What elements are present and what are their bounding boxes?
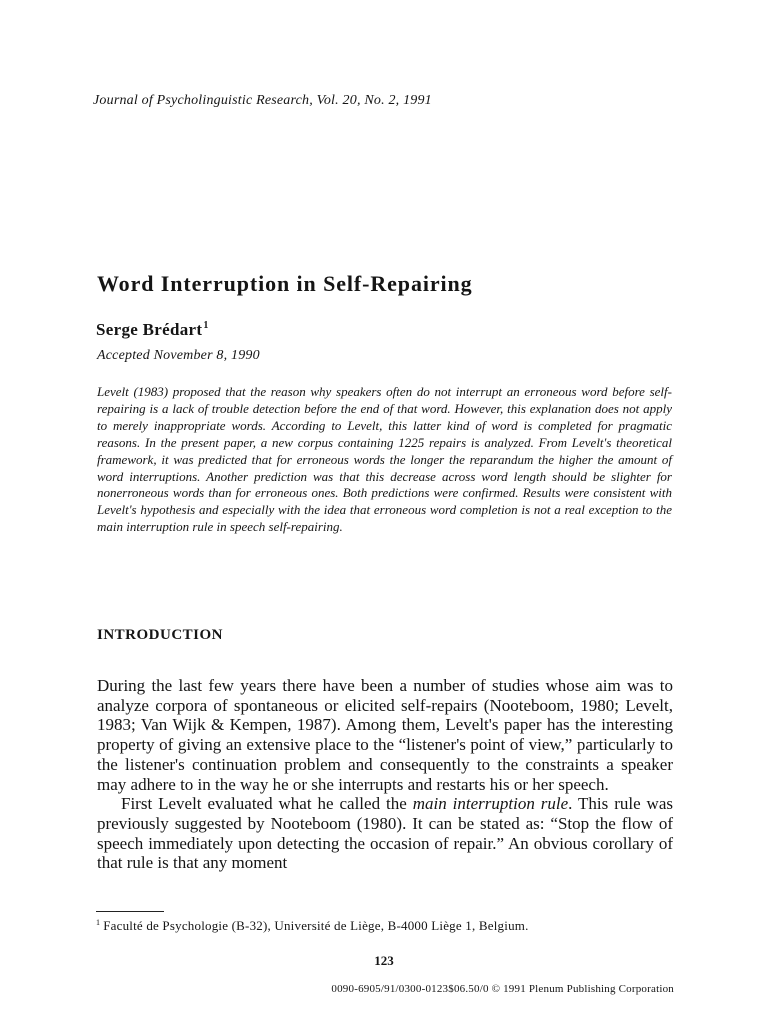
emphasized-term: main interruption rule <box>412 794 569 814</box>
footnote <box>96 918 529 934</box>
page-number: 123 <box>374 953 394 968</box>
author-name: Serge Brédart <box>96 320 203 339</box>
paragraph-text: First Levelt evaluated what he called the <box>121 794 413 814</box>
accepted-date: Accepted November 8, 1990 <box>97 348 260 363</box>
footnote-text: Faculté de Psychologie (B-32), Université de Liège, B-4000 Liège 1, Belgium. <box>103 918 529 933</box>
journal-citation: Journal of Psycholinguistic Research, Vol. 20, No. 2, 1991 <box>93 93 432 108</box>
article-title: Word Interruption in Self-Repairing <box>97 271 473 296</box>
author-line <box>96 320 209 340</box>
paragraph-text: . This rule was previously suggested by Nooteboom (1980). It can be stated as: “Stop the flow of speech immediately upon detecting the occasion of repair.” An obvious corollary of that rule is that any moment <box>97 794 673 873</box>
copyright-line: 0090-6905/91/0300-0123$06.50/0 © 1991 Plenum Publishing Corporation <box>331 983 674 995</box>
section-heading-introduction: INTRODUCTION <box>97 627 224 643</box>
abstract: Levelt (1983) proposed that the reason why speakers often do not interrupt an erroneous word before self-repairing is a lack of trouble detection before the end of that word. However, this explanation does not apply to merely inappropriate words. According to Levelt, this latter kind of word is completed for pragmatic reasons. In the present paper, a new corpus containing 1225 repairs is analyzed. From Levelt's theoretical framework, it was predicted that for erroneous words the longer the reparandum the higher the amount of word interruptions. Another prediction was that this decrease across word length should be slighter for nonerroneous words than for erroneous ones. Both predictions were confirmed. Results were consistent with Levelt's hypothesis and especially with the idea that erroneous word completion is not a real exception to the main interruption rule in speech self-repairing. <box>97 384 672 535</box>
footnote-divider <box>96 911 164 912</box>
paragraph: During the last few years there have been a number of studies whose aim was to analyze corpora of spontaneous or elicited self-repairs (Nooteboom, 1980; Levelt, 1983; Van Wijk & Kempen, 1987). Among them, Levelt's paper has the interesting property of giving an extensive place to the “listener's point of view,” particularly to the listener's continuation problem and consequently to the constraints a speaker may adhere to in the way he or she interrupts and restarts his or her speech. <box>97 676 673 794</box>
footnote-mark: 1 <box>96 918 101 927</box>
introduction-body <box>97 676 673 873</box>
author-footnote-mark: 1 <box>203 320 209 331</box>
paragraph <box>97 794 673 873</box>
